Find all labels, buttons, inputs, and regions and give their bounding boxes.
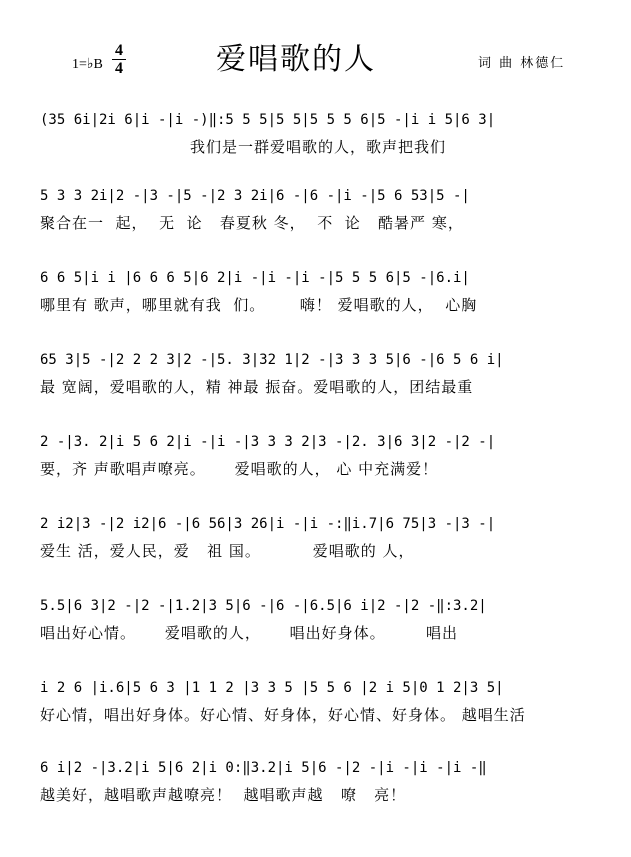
notation-line: 65 3|5 -|2 2 2 3|2 -|5. 3|32 1|2 -|3 3 3 5|6 -|6 5 6 i| — [40, 352, 504, 368]
notation-line: 2 -|3. 2|i 5 6 2|i -|i -|3 3 3 2|3 -|2. 3|6 3|2 -|2 -| — [40, 434, 496, 450]
lyric-line: 哪里有 歌声，哪里就有我 们。 嗨！ 爱唱歌的人， 心胸 — [40, 296, 478, 314]
score-system-7 — [40, 596, 600, 644]
notation-line: 6 i|2 -|3.2|i 5|6 2|i 0:‖3.2|i 5|6 -|2 -|i -|i -|i -‖ — [40, 760, 487, 776]
song-title: 爱唱歌的人 — [216, 42, 376, 77]
score-system-2 — [40, 186, 600, 234]
key-signature: 1=♭B — [72, 57, 103, 72]
notation-line: 6 6 5|i i |6 6 6 5|6 2|i -|i -|i -|5 5 5 6|5 -|6.i| — [40, 270, 470, 286]
score-system-6 — [40, 514, 600, 562]
lyric-line: 好心情，唱出好身体。好心情、好身体，好心情、好身体。 越唱生活 — [40, 706, 526, 724]
lyric-line: 要，齐 声歌唱声嘹亮。 爱唱歌的人， 心 中充满爱！ — [40, 460, 439, 478]
score-system-3 — [40, 268, 600, 316]
notation-line: (35 6i|2i 6|i -|i -)‖:5 5 5|5 5|5 5 5 6|5 -|i i 5|6 3| — [40, 112, 496, 128]
score-system-5 — [40, 432, 600, 480]
notation-line: 5.5|6 3|2 -|2 -|1.2|3 5|6 -|6 -|6.5|6 i|2 -|2 -‖:3.2| — [40, 598, 487, 614]
notation-line: 5 3 3 2i|2 -|3 -|5 -|2 3 2i|6 -|6 -|i -|5 6 53|5 -| — [40, 188, 470, 204]
lyric-line: 我们是一群爱唱歌的人，歌声把我们 — [40, 138, 446, 156]
lyric-line: 唱出好心情。 爱唱歌的人， 唱出好身体。 唱出 — [40, 624, 459, 642]
composer-credit: 词 曲 林德仁 — [478, 56, 566, 71]
lyric-line: 越美好，越唱歌声越嘹亮！ 越唱歌声越 嘹 亮！ — [40, 786, 407, 804]
time-signature-bottom: 4 — [112, 59, 126, 77]
time-signature — [112, 42, 126, 77]
score-system-8 — [40, 678, 600, 726]
lyric-line: 聚合在一 起， 无 论 春夏秋 冬， 不 论 酷暑严 寒， — [40, 214, 464, 232]
notation-line: 2 i2|3 -|2 i2|6 -|6 56|3 26|i -|i -:‖i.7|6 75|3 -|3 -| — [40, 516, 496, 532]
score-system-9 — [40, 758, 600, 806]
time-signature-top: 4 — [115, 42, 123, 59]
score-system-1 — [40, 110, 600, 158]
lyric-line: 最 宽阔，爱唱歌的人，精 神最 振奋。爱唱歌的人，团结最重 — [40, 378, 474, 396]
notation-line: i 2 6 |i.6|5 6 3 |1 1 2 |3 3 5 |5 5 6 |2 i 5|0 1 2|3 5| — [40, 680, 504, 696]
lyric-line: 爱生 活，爱人民，爱 祖 国。 爱唱歌的 人， — [40, 542, 415, 560]
score-system-4 — [40, 350, 600, 398]
